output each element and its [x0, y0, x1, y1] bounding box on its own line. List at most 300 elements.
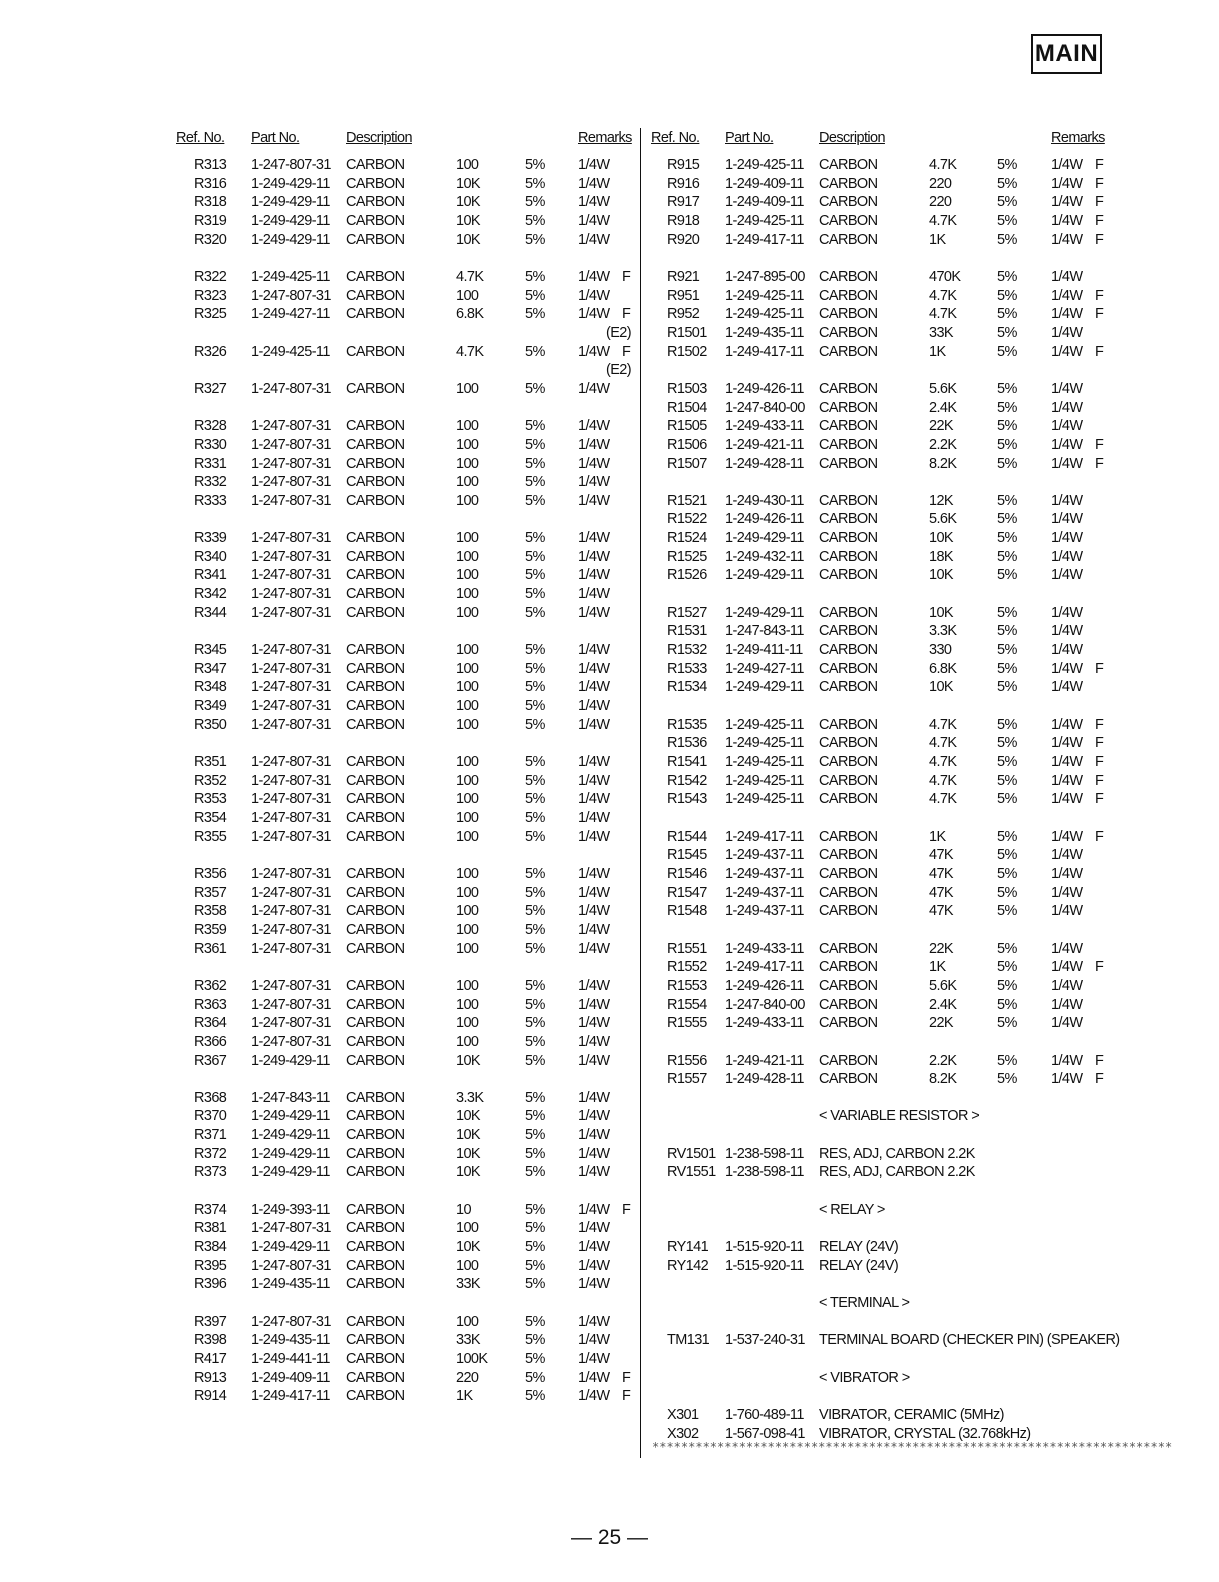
wattage: 1/4W	[1051, 418, 1083, 435]
part-no: 1-247-807-31	[251, 772, 331, 789]
part-no: 1-249-417-11	[725, 231, 804, 248]
part-no: 1-247-807-31	[251, 642, 331, 659]
ref-no: X301	[667, 1406, 699, 1423]
tolerance: 5%	[525, 642, 545, 659]
wattage: 1/4W	[1051, 623, 1083, 640]
part-no: 1-247-807-31	[251, 604, 331, 621]
wattage: 1/4W	[1051, 548, 1083, 565]
value: 100	[456, 698, 479, 715]
value: 100	[456, 157, 479, 173]
wattage: 1/4W	[1051, 847, 1083, 864]
spacer	[648, 1033, 1108, 1052]
tolerance: 5%	[997, 940, 1017, 957]
value: 10K	[456, 212, 480, 229]
part-no: 1-247-807-31	[251, 865, 331, 882]
description: CARBON	[346, 809, 405, 826]
tolerance: 5%	[525, 1052, 545, 1069]
wattage: 1/4W	[578, 1015, 610, 1032]
part-row	[176, 604, 634, 623]
value: 100	[456, 1257, 479, 1274]
wattage: 1/4W	[1051, 194, 1083, 211]
ref-no: R1551	[667, 940, 707, 957]
ref-no: R349	[194, 698, 227, 715]
value: 100	[456, 474, 479, 491]
part-row	[648, 1014, 1108, 1033]
part-row	[176, 1052, 634, 1071]
flag: F	[1095, 194, 1104, 211]
tolerance: 5%	[997, 175, 1017, 192]
left-parts-column	[176, 128, 634, 1405]
tolerance: 5%	[525, 586, 545, 603]
part-row	[648, 231, 1108, 250]
wattage: 1/4W	[578, 1089, 610, 1106]
tolerance: 5%	[997, 418, 1017, 435]
tolerance: 5%	[525, 828, 545, 845]
ref-no: R1501	[667, 324, 707, 341]
tolerance: 5%	[525, 567, 545, 584]
right-parts-column	[648, 128, 1120, 1442]
description: CARBON	[819, 530, 878, 547]
part-row	[648, 902, 1108, 921]
main-badge: MAIN	[1031, 34, 1102, 74]
value: 1K	[929, 828, 946, 845]
value: 12K	[929, 492, 953, 509]
value: 10K	[456, 1239, 480, 1256]
wattage: 1/4W	[1051, 324, 1083, 341]
tolerance: 5%	[997, 903, 1017, 920]
part-row	[648, 510, 1108, 529]
value: 100	[456, 754, 479, 770]
value: 100	[456, 380, 479, 397]
wattage: 1/4W	[1051, 865, 1083, 882]
tolerance: 5%	[997, 530, 1017, 547]
spacer	[648, 1313, 1108, 1332]
part-no: 1-249-425-11	[725, 306, 804, 323]
tolerance: 5%	[997, 754, 1017, 770]
part-row	[176, 828, 634, 847]
wattage: 1/4W	[1051, 530, 1083, 547]
part-row	[176, 1219, 634, 1238]
value: 10K	[456, 1164, 480, 1181]
part-row	[176, 1201, 634, 1220]
ref-no: R1541	[667, 754, 707, 770]
part-row	[648, 1238, 1108, 1257]
ref-no: R1543	[667, 791, 707, 808]
description: CARBON	[346, 1164, 405, 1181]
value: 10K	[456, 194, 480, 211]
tolerance: 5%	[997, 716, 1017, 733]
tolerance: 5%	[525, 436, 545, 453]
wattage: 1/4W	[578, 418, 610, 435]
description: CARBON	[346, 1239, 405, 1256]
description: CARBON	[819, 679, 878, 696]
ref-no: R396	[194, 1276, 227, 1293]
ref-no: R1548	[667, 903, 707, 920]
value: 33K	[929, 324, 953, 341]
ref-no: R1544	[667, 828, 707, 845]
wattage: 1/4W	[578, 1313, 610, 1330]
ref-no: R1557	[667, 1071, 707, 1088]
wattage: 1/4W	[1051, 977, 1083, 994]
wattage: 1/4W	[578, 865, 610, 882]
flag: F	[622, 343, 631, 360]
part-row	[176, 753, 634, 772]
part-no: 1-249-417-11	[251, 1388, 330, 1405]
wattage: 1/4W	[1051, 903, 1083, 920]
description: CARBON	[346, 660, 405, 677]
description: VIBRATOR, CRYSTAL (32.768kHz)	[819, 1425, 1031, 1442]
part-no: 1-249-427-11	[725, 660, 804, 677]
ref-no: R359	[194, 921, 227, 938]
part-no: 1-249-425-11	[725, 772, 804, 789]
part-row	[648, 436, 1108, 455]
part-row	[176, 1387, 634, 1406]
tolerance: 5%	[997, 399, 1017, 416]
tolerance: 5%	[997, 884, 1017, 901]
wattage: 1/4W	[578, 474, 610, 491]
value: 4.7K	[929, 287, 957, 304]
spacer	[176, 510, 634, 529]
ref-no: R364	[194, 1015, 227, 1032]
section-title: < TERMINAL >	[819, 1295, 910, 1312]
wattage: 1/4W	[1051, 884, 1083, 901]
value: 100	[456, 604, 479, 621]
part-row	[176, 1126, 634, 1145]
ref-no: R325	[194, 306, 227, 323]
ref-no: R331	[194, 455, 227, 472]
description: CARBON	[346, 679, 405, 696]
value: 4.7K	[929, 306, 957, 323]
spacer	[648, 697, 1108, 716]
description: CARBON	[346, 604, 405, 621]
wattage: 1/4W	[578, 1052, 610, 1069]
part-no: 1-249-429-11	[251, 1127, 330, 1144]
part-row	[648, 678, 1108, 697]
description: CARBON	[346, 1388, 405, 1405]
value: 10K	[456, 1127, 480, 1144]
tolerance: 5%	[525, 1164, 545, 1181]
description: CARBON	[819, 287, 878, 304]
wattage: 1/4W	[1051, 306, 1083, 323]
ref-no: R1526	[667, 567, 707, 584]
part-row	[648, 193, 1108, 212]
description: CARBON	[346, 380, 405, 397]
description: CARBON	[346, 175, 405, 192]
part-row	[176, 1033, 634, 1052]
part-no: 1-249-435-11	[725, 324, 804, 341]
page-number: — 25 —	[570, 1526, 649, 1549]
description: CARBON	[819, 268, 878, 285]
description: CARBON	[819, 884, 878, 901]
description: CARBON	[819, 548, 878, 565]
description: CARBON	[819, 865, 878, 882]
tolerance: 5%	[525, 212, 545, 229]
ref-no: R920	[667, 231, 700, 248]
part-row	[176, 193, 634, 212]
section-title: < RELAY >	[819, 1201, 885, 1218]
tolerance: 5%	[525, 1332, 545, 1349]
value: 470K	[929, 268, 961, 285]
wattage: 1/4W	[578, 343, 610, 360]
part-row	[648, 324, 1108, 343]
spacer	[648, 1219, 1108, 1238]
part-no: 1-249-429-11	[251, 1239, 330, 1256]
tolerance: 5%	[525, 287, 545, 304]
value: 10K	[929, 679, 953, 696]
part-row	[176, 473, 634, 492]
value: 3.3K	[929, 623, 957, 640]
wattage: 1/4W	[1051, 455, 1083, 472]
ref-no: R915	[667, 157, 700, 173]
spacer	[648, 809, 1108, 828]
description: CARBON	[346, 977, 405, 994]
description: RES, ADJ, CARBON 2.2K	[819, 1164, 975, 1181]
part-no: 1-249-430-11	[725, 492, 804, 509]
value: 2.2K	[929, 436, 957, 453]
part-row	[648, 566, 1108, 585]
part-row	[176, 343, 634, 362]
flag: F	[1095, 436, 1104, 453]
wattage: 1/4W	[1051, 791, 1083, 808]
wattage: 1/4W	[1051, 940, 1083, 957]
description: VIBRATOR, CERAMIC (5MHz)	[819, 1406, 1004, 1423]
ref-no: TM131	[667, 1332, 710, 1349]
tolerance: 5%	[525, 716, 545, 733]
part-row	[176, 940, 634, 959]
ref-no: R1531	[667, 623, 707, 640]
description: CARBON	[346, 754, 405, 770]
ref-no: R1534	[667, 679, 707, 696]
part-no: 1-247-807-31	[251, 455, 331, 472]
wattage: 1/4W	[1051, 157, 1083, 173]
value: 10	[456, 1201, 471, 1218]
part-no: 1-249-425-11	[725, 287, 804, 304]
part-no-header: Part No.	[725, 130, 774, 146]
tolerance: 5%	[997, 268, 1017, 285]
part-row	[648, 156, 1108, 175]
part-no: 1-249-409-11	[725, 175, 804, 192]
part-no: 1-249-429-11	[251, 231, 330, 248]
ref-no: R366	[194, 1033, 227, 1050]
wattage: 1/4W	[578, 772, 610, 789]
part-no: 1-249-429-11	[251, 1052, 330, 1069]
ref-no: R368	[194, 1089, 227, 1106]
tolerance: 5%	[997, 660, 1017, 677]
part-no: 1-247-807-31	[251, 996, 331, 1013]
part-row	[176, 156, 634, 175]
part-row	[176, 212, 634, 231]
value: 33K	[456, 1276, 480, 1293]
part-no: 1-249-409-11	[251, 1369, 330, 1386]
spacer	[176, 846, 634, 865]
part-row	[648, 716, 1108, 735]
description: CARBON	[819, 194, 878, 211]
column-divider	[640, 128, 641, 1458]
flag: F	[1095, 772, 1104, 789]
ref-no: R1522	[667, 511, 707, 528]
value: 100	[456, 865, 479, 882]
tolerance: 5%	[525, 1033, 545, 1050]
part-no: 1-247-807-31	[251, 436, 331, 453]
description: RELAY (24V)	[819, 1239, 899, 1256]
part-no: 1-249-409-11	[725, 194, 804, 211]
description: CARBON	[346, 1369, 405, 1386]
part-row	[648, 399, 1108, 418]
tolerance: 5%	[525, 604, 545, 621]
part-no: 1-247-840-00	[725, 399, 805, 416]
part-no: 1-247-807-31	[251, 698, 331, 715]
tolerance: 5%	[525, 492, 545, 509]
part-row	[648, 343, 1108, 362]
part-no: 1-247-807-31	[251, 1033, 331, 1050]
wattage: 1/4W	[1051, 1052, 1083, 1069]
ref-no: R316	[194, 175, 227, 192]
ref-no: R332	[194, 474, 227, 491]
tolerance: 5%	[997, 865, 1017, 882]
ref-no: R1521	[667, 492, 707, 509]
part-row	[648, 212, 1108, 231]
part-row	[648, 734, 1108, 753]
description: CARBON	[346, 1015, 405, 1032]
tolerance: 5%	[525, 1089, 545, 1106]
value: 100	[456, 679, 479, 696]
part-no: 1-249-425-11	[725, 212, 804, 229]
value: 1K	[929, 959, 946, 976]
description: CARBON	[346, 1313, 405, 1330]
ref-no: X302	[667, 1425, 699, 1442]
right-parts-list	[648, 156, 1120, 1443]
part-row	[176, 865, 634, 884]
ref-no: R340	[194, 548, 227, 565]
value: 10K	[929, 604, 953, 621]
description: CARBON	[346, 1332, 405, 1349]
ref-no: RV1501	[667, 1145, 716, 1162]
part-row	[176, 1257, 634, 1276]
part-no: 1-249-429-11	[251, 194, 330, 211]
wattage: 1/4W	[578, 194, 610, 211]
description: CARBON	[819, 492, 878, 509]
description: CARBON	[819, 1052, 878, 1069]
wattage: 1/4W	[578, 884, 610, 901]
ref-no: R1504	[667, 399, 707, 416]
value: 100	[456, 1015, 479, 1032]
part-no: 1-249-433-11	[725, 1015, 804, 1032]
ref-no: R1554	[667, 996, 707, 1013]
value: 100	[456, 884, 479, 901]
value: 2.4K	[929, 399, 957, 416]
ref-no: R363	[194, 996, 227, 1013]
spacer	[648, 921, 1108, 940]
ref-no: R323	[194, 287, 227, 304]
tolerance: 5%	[525, 1108, 545, 1125]
tolerance: 5%	[525, 754, 545, 770]
value: 100	[456, 716, 479, 733]
part-no: 1-247-807-31	[251, 548, 331, 565]
part-row	[648, 753, 1108, 772]
part-no: 1-249-421-11	[725, 1052, 804, 1069]
value: 100	[456, 548, 479, 565]
ref-no: R1556	[667, 1052, 707, 1069]
part-row	[648, 380, 1108, 399]
ref-no: R1535	[667, 716, 707, 733]
value: 100	[456, 567, 479, 584]
description: CARBON	[819, 231, 878, 248]
tolerance: 5%	[997, 231, 1017, 248]
part-no: 1-247-807-31	[251, 940, 331, 957]
description-header: Description	[346, 130, 412, 146]
wattage: 1/4W	[578, 1369, 610, 1386]
part-no: 1-247-807-31	[251, 884, 331, 901]
part-row	[648, 660, 1108, 679]
tolerance: 5%	[997, 548, 1017, 565]
tolerance: 5%	[525, 679, 545, 696]
wattage: 1/4W	[578, 436, 610, 453]
ref-no: R344	[194, 604, 227, 621]
wattage: 1/4W	[578, 791, 610, 808]
wattage: 1/4W	[578, 268, 610, 285]
ref-no: R1527	[667, 604, 707, 621]
part-no: 1-249-429-11	[251, 212, 330, 229]
description: CARBON	[346, 1276, 405, 1293]
part-row	[176, 716, 634, 735]
wattage: 1/4W	[578, 1033, 610, 1050]
wattage: 1/4W	[1051, 567, 1083, 584]
description: CARBON	[346, 1201, 405, 1218]
wattage: 1/4W	[1051, 772, 1083, 789]
flag: F	[1095, 959, 1104, 976]
part-row	[176, 529, 634, 548]
value: 22K	[929, 940, 953, 957]
ref-no: R914	[194, 1388, 227, 1405]
part-row	[176, 566, 634, 585]
tolerance: 5%	[525, 1369, 545, 1386]
part-no: 1-247-807-31	[251, 679, 331, 696]
part-no: 1-247-807-31	[251, 586, 331, 603]
value: 220	[929, 194, 952, 211]
wattage: 1/4W	[578, 754, 610, 770]
description: CARBON	[346, 884, 405, 901]
value: 4.7K	[929, 754, 957, 770]
part-no: 1-247-807-31	[251, 567, 331, 584]
flag: F	[622, 1201, 631, 1218]
part-row	[648, 940, 1108, 959]
description: CARBON	[819, 977, 878, 994]
value: 4.7K	[456, 343, 484, 360]
part-no: 1-249-433-11	[725, 418, 804, 435]
tolerance: 5%	[525, 418, 545, 435]
part-row	[176, 1107, 634, 1126]
wattage: 1/4W	[1051, 679, 1083, 696]
wattage: 1/4W	[1051, 268, 1083, 285]
ref-no: RY141	[667, 1239, 709, 1256]
value: 10K	[929, 530, 953, 547]
part-row	[648, 492, 1108, 511]
tolerance: 5%	[525, 977, 545, 994]
part-no: 1-249-435-11	[251, 1276, 330, 1293]
ref-no: R1525	[667, 548, 707, 565]
ref-no: R345	[194, 642, 227, 659]
value: 22K	[929, 418, 953, 435]
wattage: 1/4W	[1051, 754, 1083, 770]
part-no: 1-247-807-31	[251, 660, 331, 677]
wattage: 1/4W	[1051, 399, 1083, 416]
ref-no: R320	[194, 231, 227, 248]
part-row	[176, 268, 634, 287]
wattage: 1/4W	[578, 977, 610, 994]
wattage: 1/4W	[578, 698, 610, 715]
part-no: 1-247-807-31	[251, 791, 331, 808]
description: CARBON	[819, 157, 878, 173]
